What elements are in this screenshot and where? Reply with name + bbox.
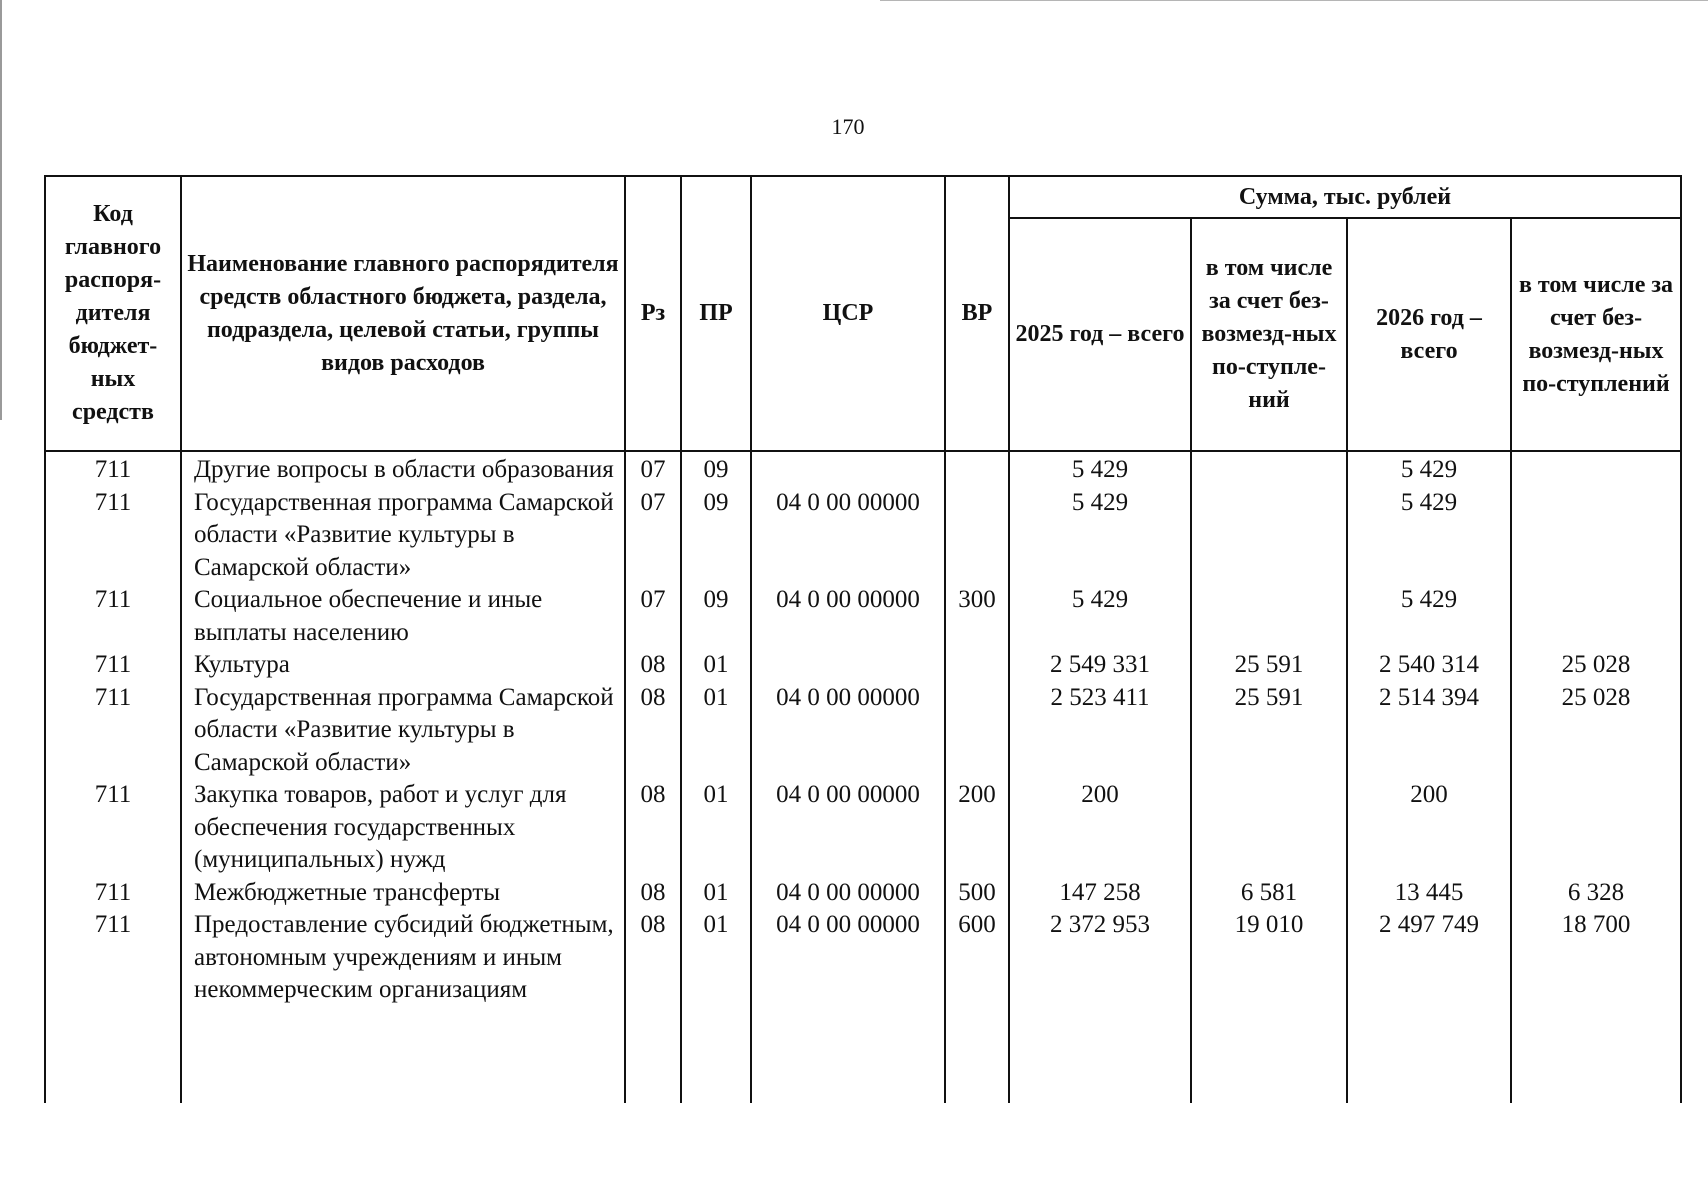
budget-table [44, 175, 1682, 1103]
cell-name: Государственная программа Самарской области «Развитие культуры в Самарской области» [181, 682, 625, 780]
header-2025-free: в том числе за счет без-возмезд-ных по-ступле-ний [1191, 218, 1347, 451]
cell-rz: 07 [625, 487, 681, 585]
cell-vr [945, 487, 1009, 585]
cell-pr: 01 [681, 779, 751, 877]
cell-csr: 04 0 00 00000 [751, 682, 945, 780]
cell-vr [945, 649, 1009, 682]
table-row [45, 909, 1681, 1007]
header-code: Код главного распоря-дителя бюджет-ных средств [45, 176, 181, 451]
cell-vr: 200 [945, 779, 1009, 877]
cell-2025-total: 5 429 [1009, 584, 1191, 649]
header-2025-total: 2025 год – всего [1009, 218, 1191, 451]
cell-2026-free: 25 028 [1511, 682, 1681, 780]
cell-code: 711 [45, 682, 181, 780]
scan-edge-line [0, 0, 2, 420]
cell-name: Предоставление субсидий бюджетным, автономным учреждениям и иным некоммерческим организациям [181, 909, 625, 1007]
table-header [45, 176, 1681, 451]
cell-code: 711 [45, 451, 181, 487]
table-row [45, 487, 1681, 585]
cell-name: Межбюджетные трансферты [181, 877, 625, 910]
cell-2026-total: 2 540 314 [1347, 649, 1511, 682]
cell-name: Социальное обеспечение и иные выплаты населению [181, 584, 625, 649]
cell-pr: 09 [681, 487, 751, 585]
cell-2025-total: 5 429 [1009, 451, 1191, 487]
cell-2025-total: 2 372 953 [1009, 909, 1191, 1007]
header-2026-free: в том числе за счет без-возмезд-ных по-ступлений [1511, 218, 1681, 451]
cell-pr: 09 [681, 451, 751, 487]
cell-rz: 08 [625, 779, 681, 877]
table-row [45, 682, 1681, 780]
cell-csr: 04 0 00 00000 [751, 487, 945, 585]
cell-vr [945, 451, 1009, 487]
cell-csr [751, 451, 945, 487]
cell-pr: 01 [681, 649, 751, 682]
table-row [45, 877, 1681, 910]
cell-2025-total: 2 523 411 [1009, 682, 1191, 780]
cell-vr [945, 682, 1009, 780]
cell-name: Культура [181, 649, 625, 682]
header-rz: Рз [625, 176, 681, 451]
cell-code: 711 [45, 779, 181, 877]
cell-2025-free: 19 010 [1191, 909, 1347, 1007]
cell-name: Другие вопросы в области образования [181, 451, 625, 487]
page-number: 170 [831, 114, 865, 139]
cell-code: 711 [45, 584, 181, 649]
cell-2025-total: 2 549 331 [1009, 649, 1191, 682]
cell-2026-total: 13 445 [1347, 877, 1511, 910]
cell-2025-free [1191, 779, 1347, 877]
cell-vr: 500 [945, 877, 1009, 910]
table-row [45, 451, 1681, 487]
cell-csr: 04 0 00 00000 [751, 584, 945, 649]
header-pr: ПР [681, 176, 751, 451]
cell-2025-total: 5 429 [1009, 487, 1191, 585]
cell-2025-total: 200 [1009, 779, 1191, 877]
cell-2026-total: 5 429 [1347, 487, 1511, 585]
cell-2026-total: 5 429 [1347, 584, 1511, 649]
header-vr: ВР [945, 176, 1009, 451]
cell-code: 711 [45, 487, 181, 585]
cell-code: 711 [45, 649, 181, 682]
cell-2026-total: 5 429 [1347, 451, 1511, 487]
cell-2026-free: 25 028 [1511, 649, 1681, 682]
cell-2025-free [1191, 487, 1347, 585]
cell-pr: 01 [681, 877, 751, 910]
cell-2026-free [1511, 451, 1681, 487]
table-row [45, 584, 1681, 649]
table-body [45, 451, 1681, 1103]
cell-csr: 04 0 00 00000 [751, 909, 945, 1007]
cell-pr: 01 [681, 682, 751, 780]
cell-rz: 08 [625, 909, 681, 1007]
cell-2026-free [1511, 487, 1681, 585]
cell-vr: 600 [945, 909, 1009, 1007]
cell-2025-total: 147 258 [1009, 877, 1191, 910]
table-row-spacer [45, 1007, 1681, 1103]
cell-code: 711 [45, 909, 181, 1007]
header-2026-total: 2026 год – всего [1347, 218, 1511, 451]
cell-2025-free: 6 581 [1191, 877, 1347, 910]
cell-vr: 300 [945, 584, 1009, 649]
cell-rz: 08 [625, 649, 681, 682]
cell-csr: 04 0 00 00000 [751, 877, 945, 910]
cell-rz: 08 [625, 682, 681, 780]
cell-rz: 07 [625, 584, 681, 649]
cell-2026-free [1511, 779, 1681, 877]
cell-2025-free [1191, 451, 1347, 487]
cell-2025-free [1191, 584, 1347, 649]
table-row [45, 779, 1681, 877]
cell-csr [751, 649, 945, 682]
cell-code: 711 [45, 877, 181, 910]
cell-2025-free: 25 591 [1191, 682, 1347, 780]
cell-2026-total: 2 514 394 [1347, 682, 1511, 780]
cell-2025-free: 25 591 [1191, 649, 1347, 682]
header-sum: Сумма, тыс. рублей [1009, 176, 1681, 218]
cell-csr: 04 0 00 00000 [751, 779, 945, 877]
scan-top-line [880, 0, 1708, 1]
cell-2026-total: 2 497 749 [1347, 909, 1511, 1007]
cell-pr: 01 [681, 909, 751, 1007]
cell-2026-free [1511, 584, 1681, 649]
table-row [45, 649, 1681, 682]
cell-name: Закупка товаров, работ и услуг для обеспечения государственных (муниципальных) нужд [181, 779, 625, 877]
header-name: Наименование главного распорядителя средств областного бюджета, раздела, подраздела, целевой статьи, группы видов расходов [181, 176, 625, 451]
cell-2026-free: 18 700 [1511, 909, 1681, 1007]
cell-rz: 07 [625, 451, 681, 487]
cell-name: Государственная программа Самарской области «Развитие культуры в Самарской области» [181, 487, 625, 585]
cell-2026-total: 200 [1347, 779, 1511, 877]
cell-2026-free: 6 328 [1511, 877, 1681, 910]
cell-pr: 09 [681, 584, 751, 649]
cell-rz: 08 [625, 877, 681, 910]
header-csr: ЦСР [751, 176, 945, 451]
